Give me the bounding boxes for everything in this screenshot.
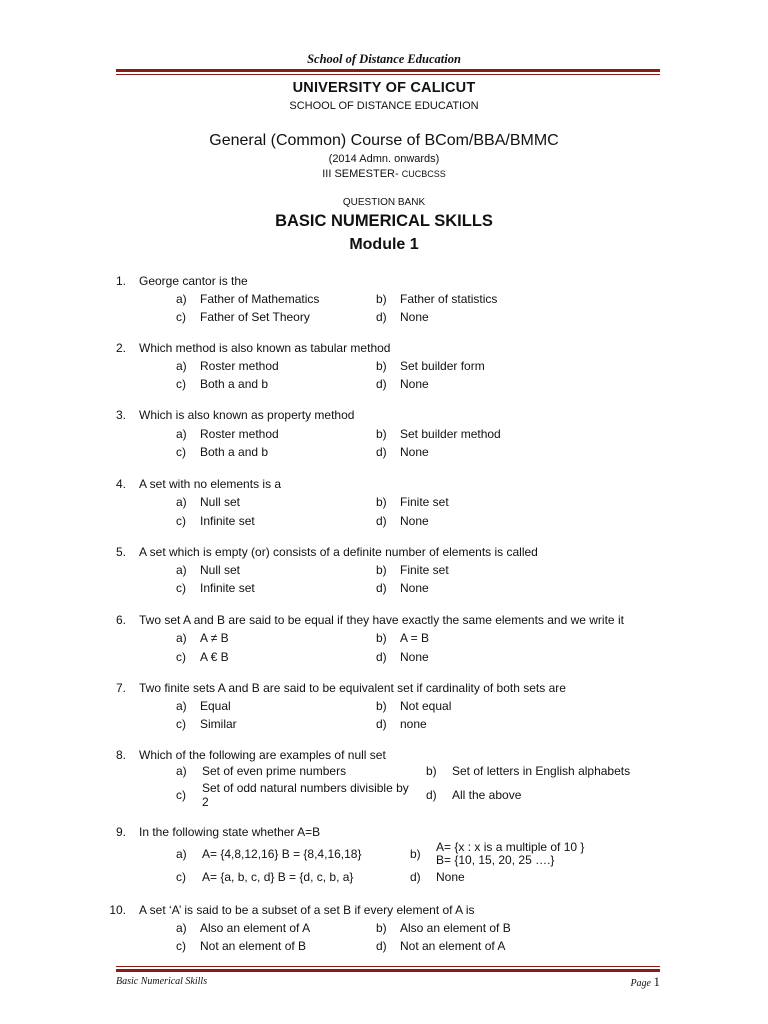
option-label-c: c) <box>176 939 186 953</box>
header-rule <box>116 69 660 75</box>
option-label-c: c) <box>176 445 186 459</box>
option-d: None <box>436 870 465 884</box>
option-a: Equal <box>200 699 231 713</box>
option-c: Father of Set Theory <box>200 310 310 324</box>
option-b: Set builder method <box>400 427 501 441</box>
option-b-line1: A= {x : x is a multiple of 10 } <box>436 840 585 854</box>
semester-label: III SEMESTER- <box>322 168 399 180</box>
question-number: 1. <box>115 274 126 288</box>
option-d: None <box>400 445 429 459</box>
option-c: A € B <box>200 650 229 664</box>
admission-note: (2014 Admn. onwards) <box>328 153 440 165</box>
option-label-b: b) <box>376 921 387 935</box>
question-number: 5. <box>115 545 126 559</box>
option-label-c: c) <box>176 377 186 391</box>
semester-code: CUCBCSS <box>401 169 446 179</box>
option-label-c: c) <box>176 788 186 802</box>
option-label-a: a) <box>176 631 187 645</box>
option-a: Set of even prime numbers <box>202 764 347 778</box>
option-label-d: d) <box>376 445 387 459</box>
option-d: Not an element of A <box>400 939 506 953</box>
question-text: Which is also known as property method <box>139 408 355 422</box>
question-text: Which of the following are examples of null set <box>139 748 386 762</box>
question-number: 2. <box>115 341 126 355</box>
question-number: 4. <box>115 477 126 491</box>
option-label-a: a) <box>176 699 187 713</box>
option-label-d: d) <box>376 310 387 324</box>
option-c: Both a and b <box>200 377 269 391</box>
option-c: Infinite set <box>200 581 255 595</box>
footer-subject: Basic Numerical Skills <box>116 976 208 987</box>
option-label-c: c) <box>176 514 186 528</box>
option-label-b: b) <box>376 359 387 373</box>
option-c-line1: Set of odd natural numbers divisible by <box>202 781 409 795</box>
option-label-a: a) <box>176 292 187 306</box>
option-label-d: d) <box>410 870 421 884</box>
university-name: UNIVERSITY OF CALICUT <box>292 80 476 96</box>
option-d: None <box>400 514 429 528</box>
option-label-b: b) <box>376 292 387 306</box>
option-a: Father of Mathematics <box>200 292 320 306</box>
school-name: SCHOOL OF DISTANCE EDUCATION <box>289 100 479 112</box>
option-b: Finite set <box>400 563 449 577</box>
option-b: Not equal <box>400 699 452 713</box>
footer-rule <box>116 966 660 972</box>
question-text: A set ‘A’ is said to be a subset of a set B if every element of A is <box>139 903 475 917</box>
option-label-b: b) <box>376 427 387 441</box>
option-label-b: b) <box>426 764 437 778</box>
option-b: A = B <box>400 631 430 645</box>
option-label-c: c) <box>176 310 186 324</box>
question-text: George cantor is the <box>139 274 248 288</box>
option-label-c: c) <box>176 717 186 731</box>
question-number: 3. <box>115 408 126 422</box>
course-title: General (Common) Course of BCom/BBA/BMMC <box>209 132 559 149</box>
option-label-a: a) <box>176 495 187 509</box>
option-label-d: d) <box>376 650 387 664</box>
option-label-a: a) <box>176 427 187 441</box>
option-label-a: a) <box>176 563 187 577</box>
option-label-b: b) <box>376 699 387 713</box>
option-label-a: a) <box>176 921 187 935</box>
page-number-value: 1 <box>653 974 660 989</box>
question-text: A set which is empty (or) consists of a definite number of elements is called <box>139 545 538 559</box>
option-c: A= {a, b, c, d} B = {d, c, b, a} <box>202 870 354 884</box>
option-label-b: b) <box>376 495 387 509</box>
question-number: 7. <box>115 681 126 695</box>
option-label-b: b) <box>376 631 387 645</box>
module-title: Module 1 <box>349 236 419 253</box>
option-label-d: d) <box>426 788 437 802</box>
option-c: Similar <box>200 717 237 731</box>
option-label-b: b) <box>410 847 421 861</box>
option-label-d: d) <box>376 939 387 953</box>
question-text: In the following state whether A=B <box>139 825 321 839</box>
option-label-d: d) <box>376 377 387 391</box>
option-d: All the above <box>452 788 522 802</box>
option-label-d: d) <box>376 581 387 595</box>
option-label-d: d) <box>376 514 387 528</box>
question-text: A set with no elements is a <box>139 477 282 491</box>
option-b: Finite set <box>400 495 449 509</box>
option-b: Father of statistics <box>400 292 498 306</box>
option-label-c: c) <box>176 870 186 884</box>
question-number: 9. <box>115 825 126 839</box>
option-label-a: a) <box>176 359 187 373</box>
option-label-a: a) <box>176 847 187 861</box>
option-c-line2: 2 <box>202 795 209 809</box>
option-b: Also an element of B <box>400 921 511 935</box>
option-a: A ≠ B <box>200 631 229 645</box>
question-text: Two finite sets A and B are said to be equivalent set if cardinality of both sets are <box>139 681 566 695</box>
question-text: Which method is also known as tabular method <box>139 341 391 355</box>
page-number <box>560 974 660 990</box>
option-label-c: c) <box>176 581 186 595</box>
running-header: School of Distance Education <box>307 52 461 66</box>
option-d: None <box>400 377 429 391</box>
question-number: 10. <box>109 903 126 917</box>
question-text: Two set A and B are said to be equal if they have exactly the same elements and we write it <box>139 613 624 627</box>
option-b: Set builder form <box>400 359 485 373</box>
option-label-d: d) <box>376 717 387 731</box>
option-label-a: a) <box>176 764 187 778</box>
option-c: Infinite set <box>200 514 255 528</box>
option-d: None <box>400 581 429 595</box>
option-c: Both a and b <box>200 445 269 459</box>
option-a: Also an element of A <box>200 921 311 935</box>
option-a: A= {4,8,12,16} B = {8,4,16,18} <box>202 847 362 861</box>
option-d: None <box>400 650 429 664</box>
option-a: Roster method <box>200 359 279 373</box>
option-a: Roster method <box>200 427 279 441</box>
option-label-b: b) <box>376 563 387 577</box>
option-c: Not an element of B <box>200 939 307 953</box>
question-number: 6. <box>115 613 126 627</box>
option-a: Null set <box>200 563 241 577</box>
semester-line <box>0 168 768 180</box>
option-b: Set of letters in English alphabets <box>452 764 631 778</box>
subject-title: BASIC NUMERICAL SKILLS <box>275 212 493 230</box>
option-d: None <box>400 310 429 324</box>
option-a: Null set <box>200 495 241 509</box>
option-d: none <box>400 717 427 731</box>
question-bank-label: QUESTION BANK <box>342 197 426 208</box>
question-number: 8. <box>115 748 126 762</box>
page-label: Page <box>630 978 651 989</box>
option-label-c: c) <box>176 650 186 664</box>
option-b-line2: B= {10, 15, 20, 25 ….} <box>436 853 555 867</box>
